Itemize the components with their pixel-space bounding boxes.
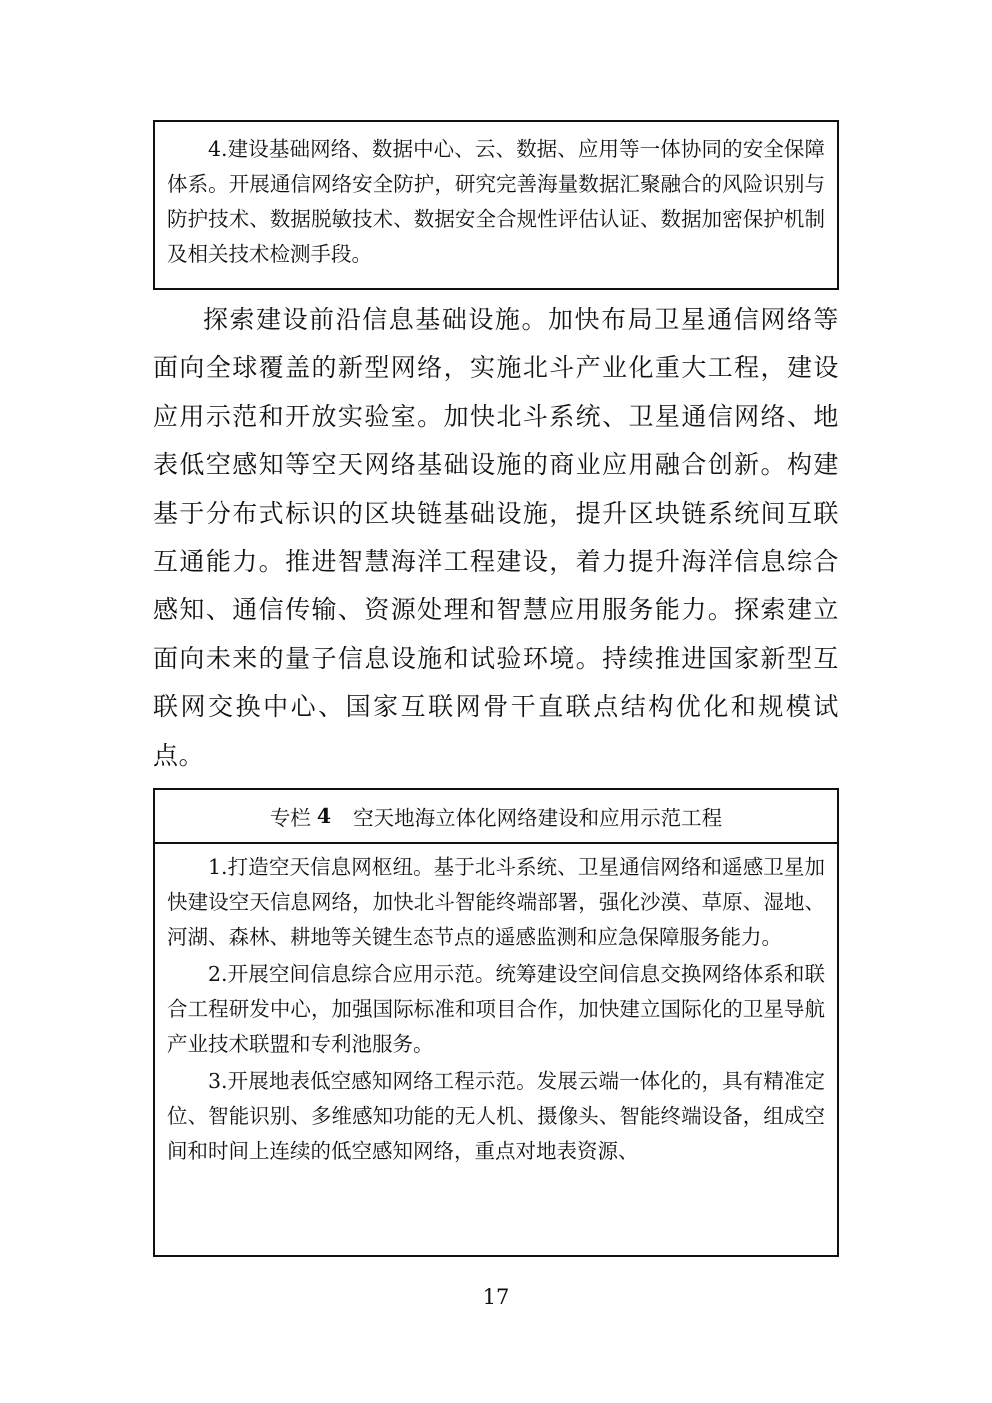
page-number: 17 <box>482 1285 510 1309</box>
column-number: 4 <box>316 804 332 828</box>
column-box <box>153 788 839 1257</box>
main-paragraph: 探索建设前沿信息基础设施。加快布局卫星通信网络等面向全球覆盖的新型网络，实施北斗产业化重大工程，建设应用示范和开放实验室。加快北斗系统、卫星通信网络、地表低空感知等空天网络基础设施的商业应用融合创新。构建基于分布式标识的区块链基础设施，提升区块链系统间互联互通能力。推进智慧海洋工程建设，着力提升海洋信息综合感知、通信传输、资源处理和智慧应用服务能力。探索建立面向未来的量子信息设施和试验环境。持续推进国家新型互联网交换中心、国家互联网骨干直联点结构优化和规模试点。 <box>153 305 839 770</box>
column-item: 2.开展空间信息综合应用示范。统筹建设空间信息交换网络体系和联合工程研发中心，加强国际标准和项目合作，加快建立国际化的卫星导航产业技术联盟和专利池服务。 <box>167 962 825 1056</box>
security-system-box <box>153 120 839 290</box>
column-title <box>155 790 837 844</box>
column-item: 1.打造空天信息网枢纽。基于北斗系统、卫星通信网络和遥感卫星加快建设空天信息网络，加快北斗智能终端部署，强化沙漠、草原、湿地、河湖、森林、耕地等关键生态节点的遥感监测和应急保障服务能力。 <box>167 855 825 949</box>
column-heading: 空天地海立体化网络建设和应用示范工程 <box>353 806 723 830</box>
security-system-text: 4.建设基础网络、数据中心、云、数据、应用等一体协同的安全保障体系。开展通信网络安全防护，研究完善海量数据汇聚融合的风险识别与防护技术、数据脱敏技术、数据安全合规性评估认证、数据加密保护机制及相关技术检测手段。 <box>167 137 825 266</box>
column-item: 3.开展地表低空感知网络工程示范。发展云端一体化的，具有精准定位、智能识别、多维感知功能的无人机、摄像头、智能终端设备，组成空间和时间上连续的低空感知网络，重点对地表资源、 <box>167 1069 825 1163</box>
column-label: 专栏 <box>269 806 311 830</box>
